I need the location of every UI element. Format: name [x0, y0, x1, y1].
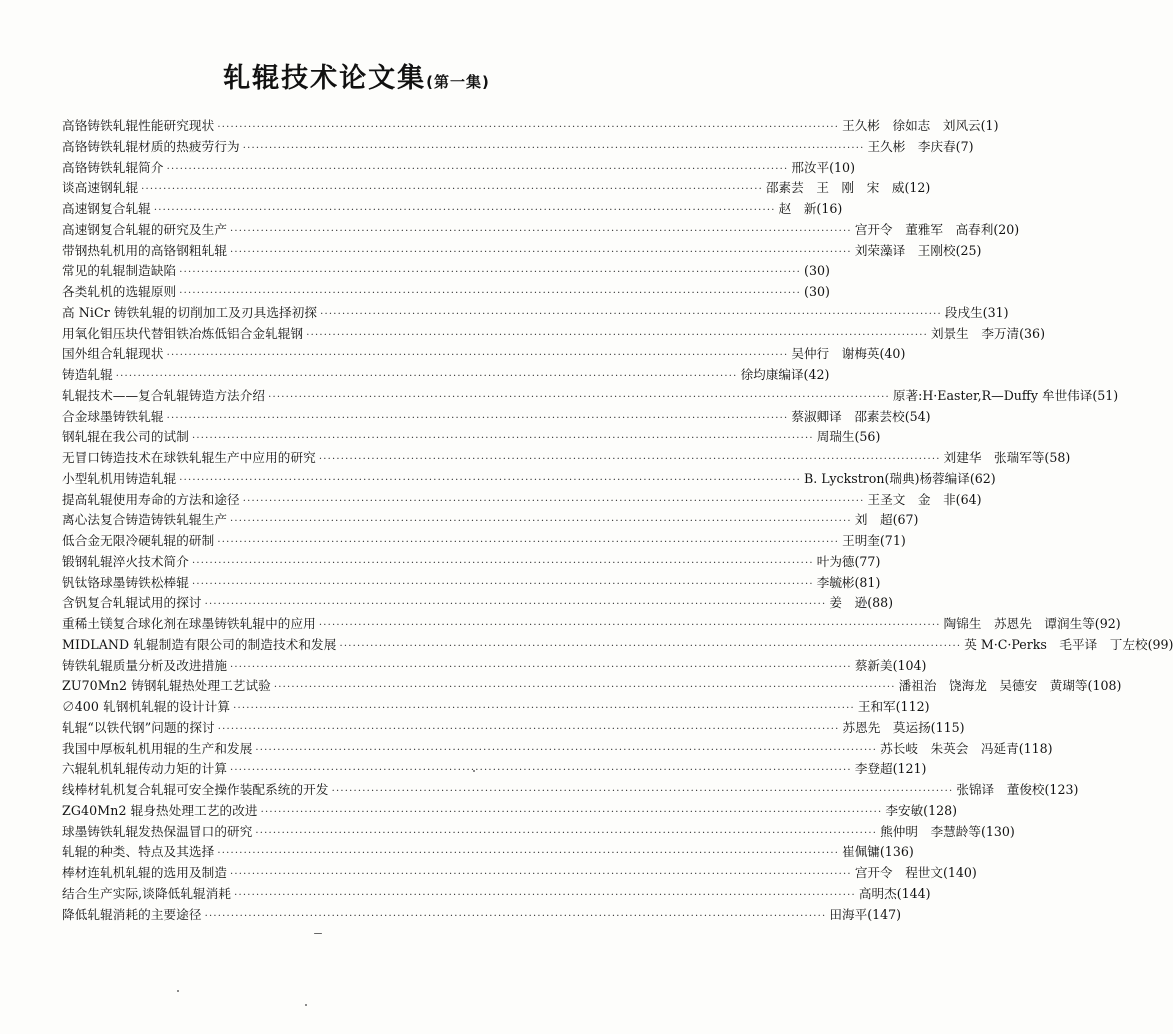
toc-entry-title: 无冒口铸造技术在球铁轧辊生产中应用的研究	[62, 450, 316, 465]
toc-entry[interactable]	[62, 697, 930, 718]
toc-entry-title: 用氧化钼压块代替钼铁冶炼低铝合金轧辊钢	[62, 325, 304, 341]
toc-entry-title: 低合金无限冷硬轧辊的研制	[62, 533, 215, 548]
toc-entry[interactable]	[62, 635, 1173, 656]
toc-entry-author-page: 李安敏(128)	[885, 802, 958, 818]
toc-entry-title: 轧辊的种类、特点及其选择	[62, 844, 215, 860]
toc-entry-author-page: 周瑞生(56)	[816, 429, 881, 445]
toc-entry-title: 含钒复合轧辊试用的探讨	[62, 595, 202, 611]
toc-entry-author-page: 李毓彬(81)	[816, 574, 881, 590]
toc-entry[interactable]	[62, 241, 982, 262]
toc-entry[interactable]	[62, 427, 881, 448]
page-title-sub: (第一集)	[426, 73, 490, 91]
toc-entry-title: 球墨铸铁轧辊发热保温冒口的研究	[62, 823, 253, 839]
toc-entry-author-page: 刘景生 李万清(36)	[930, 325, 1045, 341]
toc-entry[interactable]	[62, 676, 1122, 697]
toc-entry-title: ZG40Mn2 辊身热处理工艺的改进	[62, 802, 258, 818]
toc-entry-title: 各类轧机的选辊原则	[62, 284, 177, 299]
toc-entry-author-page: 原著:H·Easter,R—Duffy 牟世伟译(51)	[892, 387, 1119, 403]
toc-entry-title: 合金球墨铸铁轧辊	[62, 408, 164, 424]
toc-entry-author-page: 段戌生(31)	[944, 304, 1009, 320]
toc-entry-author-page: 王和军(112)	[857, 699, 930, 714]
toc-entry-title: 钢轧辊在我公司的试制	[62, 429, 189, 445]
dot-leader	[179, 284, 801, 305]
dot-leader	[319, 616, 941, 637]
toc-entry-title: 轧辊“以铁代钢”问题的探讨	[62, 719, 215, 735]
toc-entry-title: 钒钛铬球墨铸铁松棒辊	[62, 574, 189, 590]
dot-leader	[268, 388, 890, 409]
toc-entry-title: 离心法复合铸造铸铁轧辊生产	[62, 512, 228, 528]
toc-entry-author-page: 崔佩镛(136)	[842, 844, 914, 860]
toc-entry[interactable]	[62, 552, 881, 573]
table-of-contents	[62, 116, 1173, 925]
dot-leader	[261, 803, 883, 824]
toc-entry-author-page: B. Lyckstron(瑞典)杨蓉编译(62)	[804, 470, 996, 486]
dot-leader	[255, 824, 877, 845]
toc-entry-author-page: 徐均康编译(42)	[740, 367, 830, 382]
toc-entry-title: 常见的轧辊制造缺陷	[62, 263, 177, 279]
toc-entry[interactable]	[62, 739, 1053, 760]
toc-entry-author-page: 刘 超(67)	[854, 512, 919, 528]
toc-entry[interactable]	[62, 448, 1071, 469]
toc-entry[interactable]	[62, 614, 1121, 635]
toc-entry[interactable]	[62, 490, 982, 511]
toc-entry[interactable]	[62, 863, 977, 884]
toc-entry-title: 六辊轧机轧辊传动力矩的计算	[62, 761, 228, 777]
toc-entry[interactable]	[62, 531, 906, 552]
toc-entry-title: 铸铁轧辊质量分析及改进措施	[62, 657, 228, 673]
toc-entry-author-page: 苏长岐 朱英会 冯延青(118)	[880, 740, 1053, 756]
toc-entry-author-page: 蔡淑卿译 邵素芸校(54)	[791, 408, 931, 424]
dot-leader	[233, 699, 855, 720]
toc-entry-author-page: 赵 新(16)	[778, 201, 843, 216]
dot-leader	[192, 429, 814, 450]
toc-entry-author-page: 张锦译 董俊校(123)	[956, 782, 1079, 797]
dot-leader	[320, 305, 942, 326]
toc-entry[interactable]	[62, 884, 931, 905]
toc-entry-author-page: 王圣文 金 非(64)	[867, 491, 982, 507]
toc-entry-author-page: 田海平(147)	[829, 906, 902, 922]
toc-entry[interactable]	[62, 199, 843, 220]
toc-entry[interactable]	[62, 573, 881, 594]
toc-entry[interactable]	[62, 303, 1009, 324]
toc-entry-author-page: 英 M·C·Perks 毛平译 丁左校(99)	[964, 636, 1173, 652]
toc-entry-author-page: 邢汝平(10)	[791, 159, 855, 175]
toc-entry[interactable]	[62, 905, 902, 926]
toc-entry-title: 锻钢轧辊淬火技术简介	[62, 553, 189, 569]
toc-entry-author-page: (30)	[804, 263, 830, 279]
dot-leader	[230, 865, 852, 886]
toc-entry[interactable]	[62, 365, 830, 386]
dot-leader	[243, 492, 865, 513]
toc-entry-author-page: 熊仲明 李慧龄等(130)	[880, 823, 1015, 839]
toc-entry-title: 轧辊技术——复合轧辊铸造方法介绍	[62, 387, 266, 403]
toc-entry[interactable]	[62, 822, 1015, 843]
toc-entry-title: 高 NiCr 铸铁轧辊的切削加工及刃具选择初探	[62, 304, 318, 320]
toc-entry-author-page: 邵素芸 王 刚 宋 威(12)	[765, 180, 931, 196]
dot-leader	[243, 139, 865, 160]
toc-entry-author-page: 潘祖治 饶海龙 吴德安 黄瑚等(108)	[898, 678, 1122, 694]
toc-entry-author-page: 刘建华 张瑞军等(58)	[943, 450, 1071, 465]
toc-entry-author-page: 王明奎(71)	[842, 533, 906, 548]
toc-entry-author-page: 李登超(121)	[854, 761, 927, 777]
dot-leader	[339, 637, 961, 658]
toc-entry[interactable]	[62, 324, 1045, 345]
dot-leader	[255, 741, 877, 762]
scan-speck	[314, 933, 322, 934]
toc-entry[interactable]	[62, 759, 927, 780]
dot-leader	[218, 720, 840, 741]
toc-entry-title: 高铬铸铁轧辊性能研究现状	[62, 118, 215, 133]
dot-leader	[154, 201, 776, 222]
toc-entry-author-page: 宫开令 程世文(140)	[854, 865, 977, 880]
toc-entry-title: 我国中厚板轧机用辊的生产和发展	[62, 740, 253, 756]
dot-leader	[217, 844, 839, 865]
toc-entry[interactable]	[62, 656, 927, 677]
dot-leader	[230, 222, 852, 243]
dot-leader	[234, 886, 856, 907]
toc-entry-title: 小型轧机用铸造轧辊	[62, 470, 177, 486]
dot-leader	[167, 346, 789, 367]
dot-leader	[319, 450, 941, 471]
toc-entry[interactable]	[62, 842, 914, 863]
toc-entry-title: 棒材连轧机轧辊的选用及制造	[62, 865, 228, 880]
dot-leader	[141, 180, 763, 201]
toc-entry[interactable]	[62, 407, 931, 428]
toc-entry-title: 高速钢复合轧辊	[62, 201, 151, 216]
toc-entry-author-page: 蔡新美(104)	[854, 657, 927, 673]
toc-entry-title: 高速钢复合轧辊的研究及生产	[62, 221, 228, 237]
toc-entry-author-page: 王久彬 李庆春(7)	[867, 138, 974, 154]
toc-entry-author-page: 苏恩先 莫运扬(115)	[842, 719, 965, 735]
dot-leader	[217, 118, 839, 139]
toc-entry[interactable]	[62, 510, 919, 531]
toc-entry[interactable]	[62, 282, 830, 303]
dot-leader	[230, 512, 852, 533]
toc-entry[interactable]	[62, 178, 931, 199]
toc-entry-title: 带钢热轧机用的高铬钢粗轧辊	[62, 242, 228, 258]
toc-entry-author-page: 姜 逊(88)	[829, 595, 894, 611]
toc-entry-author-page: (30)	[804, 284, 830, 299]
toc-entry-title: MIDLAND 轧辊制造有限公司的制造技术和发展	[62, 636, 337, 652]
dot-leader	[205, 595, 827, 616]
toc-entry[interactable]	[62, 718, 965, 739]
toc-entry-title: ZU70Mn2 铸钢轧辊热处理工艺试验	[62, 678, 271, 694]
dot-leader	[217, 533, 839, 554]
toc-entry-title: 国外组合轧辊现状	[62, 346, 164, 362]
toc-entry-author-page: 王久彬 徐如志 刘风云(1)	[842, 118, 999, 133]
toc-entry[interactable]	[62, 386, 1119, 407]
toc-entry-title: 谈高速钢轧辊	[62, 180, 139, 196]
toc-entry-title: 提高轧辊使用寿命的方法和途径	[62, 491, 240, 507]
scan-speck	[305, 1004, 307, 1006]
toc-entry[interactable]	[62, 780, 1079, 801]
page-title-main: 轧辊技术论文集	[223, 63, 427, 94]
dot-leader	[205, 907, 827, 928]
dot-leader	[167, 160, 789, 181]
scan-speck	[473, 770, 475, 772]
toc-entry-author-page: 吴仲行 谢梅英(40)	[791, 346, 906, 362]
toc-entry-title: 线棒材轧机复合轧辊可安全操作装配系统的开发	[62, 782, 329, 797]
page-title	[0, 56, 713, 95]
toc-entry[interactable]	[62, 469, 996, 490]
toc-entry-title: 重稀土镁复合球化剂在球墨铸铁轧辊中的应用	[62, 616, 316, 631]
dot-leader	[306, 326, 928, 347]
dot-leader	[179, 471, 801, 492]
toc-entry-title: 降低轧辊消耗的主要途径	[62, 906, 202, 922]
dot-leader	[167, 409, 789, 430]
toc-entry[interactable]	[62, 261, 830, 282]
toc-entry[interactable]	[62, 344, 906, 365]
toc-entry[interactable]	[62, 158, 855, 179]
toc-entry-author-page: 高明杰(144)	[858, 885, 931, 901]
toc-entry-author-page: 刘荣藻译 王刚校(25)	[854, 242, 982, 258]
toc-entry-title: 高铬铸铁轧辊简介	[62, 159, 164, 175]
toc-entry-title: 铸造轧辊	[62, 367, 113, 382]
toc-entry[interactable]	[62, 116, 999, 137]
toc-entry-title: 高铬铸铁轧辊材质的热疲劳行为	[62, 138, 240, 154]
dot-leader	[192, 554, 814, 575]
dot-leader	[116, 367, 738, 388]
toc-entry[interactable]	[62, 220, 1020, 241]
dot-leader	[332, 782, 954, 803]
dot-leader	[230, 761, 852, 782]
dot-leader	[179, 263, 801, 284]
toc-entry-title: ∅400 轧钢机轧辊的设计计算	[62, 699, 231, 714]
dot-leader	[230, 243, 852, 264]
dot-leader	[274, 678, 896, 699]
toc-entry-author-page: 叶为德(77)	[816, 553, 881, 569]
dot-leader	[230, 658, 852, 679]
toc-entry-author-page: 陶锦生 苏恩先 谭润生等(92)	[943, 616, 1121, 631]
scan-speck	[177, 990, 179, 992]
dot-leader	[192, 575, 814, 596]
toc-entry-author-page: 宫开令 董雅军 高春利(20)	[854, 221, 1020, 237]
toc-entry[interactable]	[62, 801, 958, 822]
toc-entry[interactable]	[62, 593, 894, 614]
toc-entry[interactable]	[62, 137, 974, 158]
toc-entry-title: 结合生产实际,谈降低轧辊消耗	[62, 885, 232, 901]
